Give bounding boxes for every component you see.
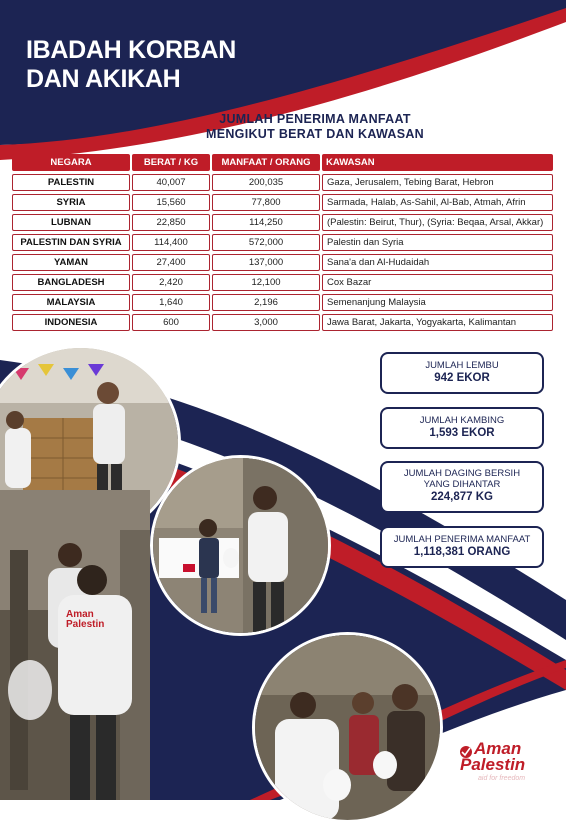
column-header-negara: NEGARA bbox=[12, 154, 130, 171]
cell-kawasan: Sana'a dan Al-Hudaidah bbox=[322, 254, 553, 271]
cell-kawasan: Jawa Barat, Jakarta, Yogyakarta, Kalimantan bbox=[322, 314, 553, 331]
cell-negara: PALESTIN bbox=[12, 174, 130, 191]
photo-alley-volunteers bbox=[0, 490, 150, 800]
cell-negara: YAMAN bbox=[12, 254, 130, 271]
cell-kawasan: (Palestin: Beirut, Thur), (Syria: Beqaa, Arsal, Akkar) bbox=[322, 214, 553, 231]
photo-volunteer-with-children bbox=[252, 632, 443, 823]
logo-tagline: aid for freedom bbox=[478, 775, 526, 782]
cell-kawasan: Semenanjung Malaysia bbox=[322, 294, 553, 311]
stat-label: JUMLAH PENERIMA MANFAAT bbox=[393, 534, 531, 545]
cell-manfaat: 3,000 bbox=[212, 314, 320, 331]
table-row bbox=[12, 274, 553, 291]
cell-manfaat: 114,250 bbox=[212, 214, 320, 231]
aman-palestin-logo bbox=[456, 738, 556, 788]
stat-value: 942 EKOR bbox=[434, 372, 490, 384]
cell-manfaat: 77,800 bbox=[212, 194, 320, 211]
stat-value: 224,877 KG bbox=[430, 491, 493, 503]
column-header-berat: BERAT / KG bbox=[132, 154, 210, 171]
cell-berat: 2,420 bbox=[132, 274, 210, 291]
cell-manfaat: 200,035 bbox=[212, 174, 320, 191]
photo-child-receiving bbox=[150, 455, 331, 636]
cell-negara: LUBNAN bbox=[12, 214, 130, 231]
table-row bbox=[12, 294, 553, 311]
cell-kawasan: Palestin dan Syria bbox=[322, 234, 553, 251]
cell-berat: 1,640 bbox=[132, 294, 210, 311]
column-header-kawasan: KAWASAN bbox=[322, 154, 553, 171]
cell-manfaat: 2,196 bbox=[212, 294, 320, 311]
table-row bbox=[12, 174, 553, 191]
stat-box-penerima bbox=[380, 526, 544, 568]
stat-box-kambing bbox=[380, 407, 544, 449]
stat-box-daging bbox=[380, 461, 544, 513]
cell-kawasan: Sarmada, Halab, As-Sahil, Al-Bab, Atmah, Afrin bbox=[322, 194, 553, 211]
logo-name-line1: Aman bbox=[474, 739, 522, 758]
jacket-print-text: Aman Palestin bbox=[66, 609, 105, 630]
stat-box-lembu bbox=[380, 352, 544, 394]
cell-negara: PALESTIN DAN SYRIA bbox=[12, 234, 130, 251]
cell-manfaat: 572,000 bbox=[212, 234, 320, 251]
table-title: JUMLAH PENERIMA MANFAAT MENGIKUT BERAT DAN KAWASAN bbox=[206, 112, 424, 141]
cell-berat: 40,007 bbox=[132, 174, 210, 191]
stat-value: 1,593 EKOR bbox=[429, 427, 495, 439]
stat-label: JUMLAH DAGING BERSIH YANG DIHANTAR bbox=[403, 468, 521, 490]
stat-label: JUMLAH KAMBING bbox=[419, 415, 505, 426]
cell-manfaat: 12,100 bbox=[212, 274, 320, 291]
stat-label: JUMLAH LEMBU bbox=[425, 360, 499, 371]
cell-kawasan: Cox Bazar bbox=[322, 274, 553, 291]
cell-negara: MALAYSIA bbox=[12, 294, 130, 311]
table-row bbox=[12, 194, 553, 211]
table-row bbox=[12, 234, 553, 251]
cell-kawasan: Gaza, Jerusalem, Tebing Barat, Hebron bbox=[322, 174, 553, 191]
cell-negara: SYRIA bbox=[12, 194, 130, 211]
cell-berat: 114,400 bbox=[132, 234, 210, 251]
table-row bbox=[12, 314, 553, 331]
cell-negara: BANGLADESH bbox=[12, 274, 130, 291]
cell-berat: 27,400 bbox=[132, 254, 210, 271]
table-header-row bbox=[12, 154, 553, 171]
logo-name-line2: Palestin bbox=[460, 755, 526, 774]
table-row bbox=[12, 214, 553, 231]
page-title: IBADAH KORBAN DAN AKIKAH bbox=[26, 36, 236, 93]
cell-berat: 600 bbox=[132, 314, 210, 331]
cell-berat: 15,560 bbox=[132, 194, 210, 211]
stat-value: 1,118,381 ORANG bbox=[413, 546, 511, 558]
beneficiary-table bbox=[10, 151, 555, 334]
table-row bbox=[12, 254, 553, 271]
column-header-manfaat: MANFAAT / ORANG bbox=[212, 154, 320, 171]
cell-berat: 22,850 bbox=[132, 214, 210, 231]
cell-manfaat: 137,000 bbox=[212, 254, 320, 271]
cell-negara: INDONESIA bbox=[12, 314, 130, 331]
